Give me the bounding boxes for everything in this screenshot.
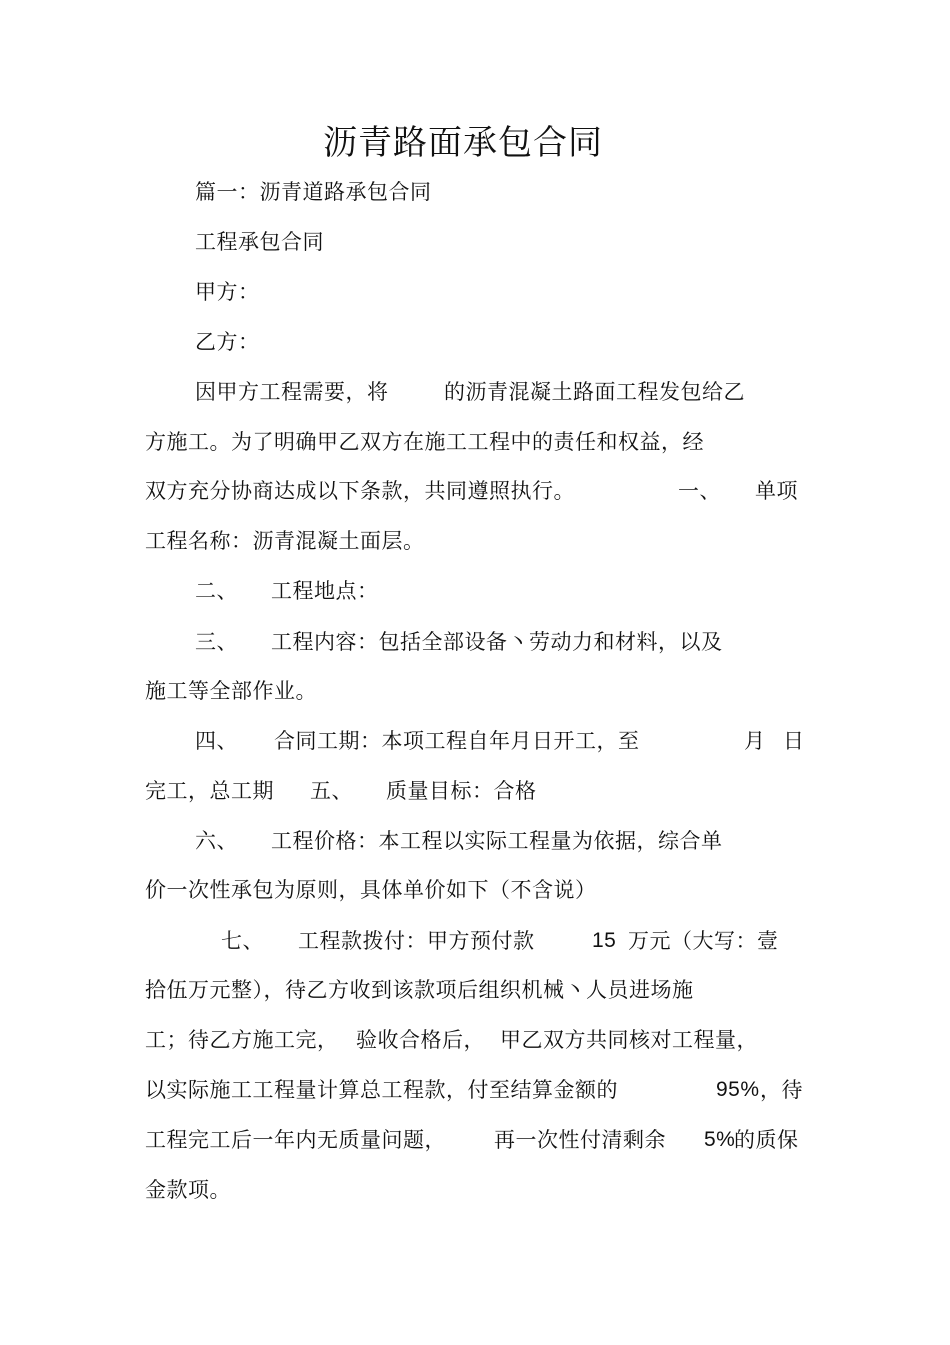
clause-number: 五、 <box>310 779 353 803</box>
party-b-label: 乙方： <box>195 330 260 354</box>
clause-text: 价一次性承包为原则，具体单价如下（不含说） <box>145 878 597 902</box>
clause-text: 万元（大写：壹 <box>628 929 779 953</box>
clause-text: 完工，总工期 <box>145 779 274 803</box>
percentage-number: 95% <box>716 1078 760 1101</box>
clause-text: 以实际施工工程量计算总工程款，付至结算金额的 <box>145 1078 618 1102</box>
clause-number: 二、 <box>195 579 238 603</box>
clause-number: 一、 <box>678 479 721 503</box>
clause-text: 甲乙双方共同核对工程量， <box>500 1028 758 1052</box>
clause-text: 拾伍万元整），待乙方收到该款项后组织机械丶人员进场施 <box>145 978 694 1002</box>
paragraph-text: 因甲方工程需要，将 <box>195 380 389 404</box>
clause-text: 验收合格后， <box>356 1028 485 1052</box>
clause-text: 合同工期：本项工程自年月日开工，至 <box>274 729 640 753</box>
amount-number: 15 <box>592 929 617 952</box>
clause-number: 三、 <box>195 630 238 654</box>
percentage-number: 5% <box>704 1128 736 1151</box>
clause-text: 再一次性付清剩余 <box>494 1128 666 1152</box>
party-a-label: 甲方： <box>195 280 260 304</box>
paragraph-text: 的沥青混凝土路面工程发包给乙 <box>444 380 745 404</box>
clause-text: 工程内容：包括全部设备丶劳动力和材料，以及 <box>271 630 723 654</box>
clause-text: 日 <box>783 729 805 753</box>
clause-text: 月 <box>744 729 766 753</box>
clause-text: 的质保 <box>734 1128 799 1152</box>
section-heading: 篇一：沥青道路承包合同 <box>195 180 432 204</box>
clause-text: 工程款拨付：甲方预付款 <box>298 929 535 953</box>
clause-number: 六、 <box>195 829 238 853</box>
clause-text: ，待 <box>760 1078 803 1102</box>
clause-text: 质量目标：合格 <box>386 779 537 803</box>
paragraph-text: 方施工。为了明确甲乙双方在施工工程中的责任和权益，经 <box>145 430 704 454</box>
clause-text: 施工等全部作业。 <box>145 679 317 703</box>
paragraph-text: 工程名称：沥青混凝土面层。 <box>145 529 425 553</box>
paragraph-text: 单项 <box>755 479 798 503</box>
clause-number: 七、 <box>221 929 264 953</box>
paragraph-text: 双方充分协商达成以下条款，共同遵照执行。 <box>145 479 575 503</box>
clause-text: 工；待乙方施工完， <box>145 1028 339 1052</box>
clause-text: 工程地点： <box>271 579 379 603</box>
document-title: 沥青路面承包合同 <box>323 123 603 163</box>
contract-heading: 工程承包合同 <box>195 230 324 254</box>
clause-text: 工程完工后一年内无质量问题， <box>145 1128 446 1152</box>
clause-text: 金款项。 <box>145 1178 231 1202</box>
clause-text: 工程价格：本工程以实际工程量为依据，综合单 <box>271 829 723 853</box>
clause-number: 四、 <box>195 729 238 753</box>
